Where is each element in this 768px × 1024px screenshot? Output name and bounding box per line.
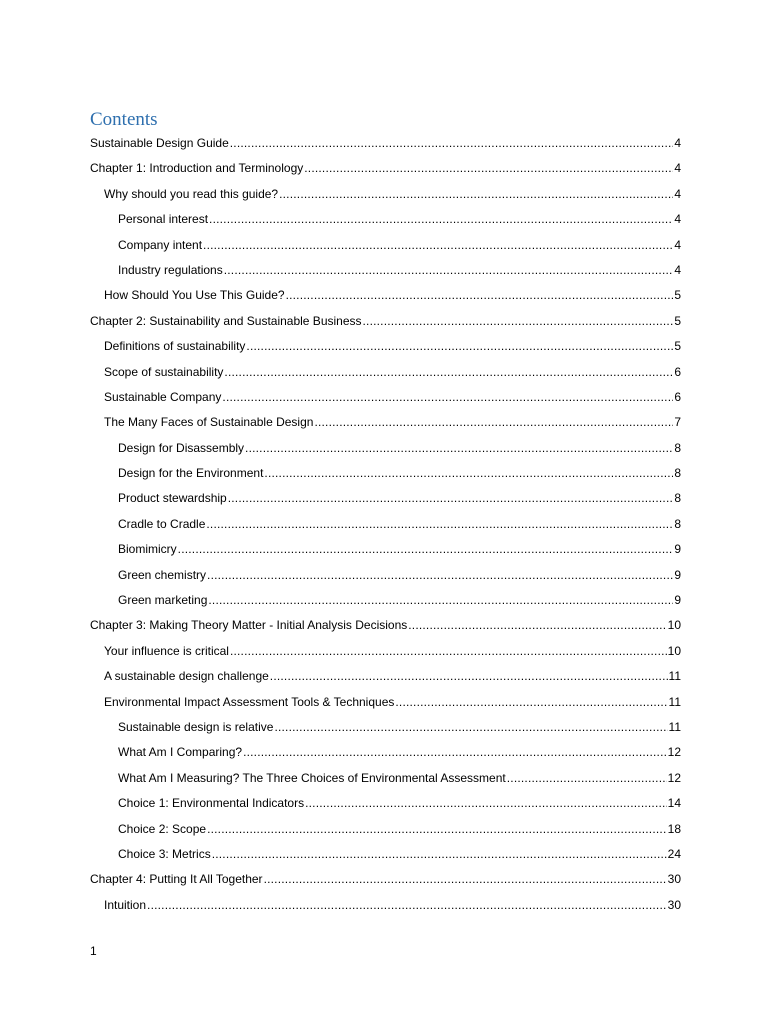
toc-entry-page-number: 5: [674, 339, 681, 354]
toc-dot-leader: [230, 133, 674, 153]
toc-entry-page-number: 12: [667, 745, 681, 760]
toc-dot-leader: [363, 311, 674, 331]
toc-entry-page-number: 9: [674, 542, 681, 557]
toc-entry[interactable]: [118, 717, 681, 742]
toc-dot-leader: [224, 362, 673, 382]
toc-entry-title: Cradle to Cradle: [118, 516, 206, 531]
toc-entry-title: Chapter 3: Making Theory Matter - Initial Analysis Decisions: [90, 618, 408, 633]
toc-dot-leader: [207, 565, 673, 585]
toc-entry[interactable]: [118, 742, 681, 767]
toc-entry-page-number: 4: [674, 212, 681, 227]
toc-entry-page-number: 11: [668, 669, 681, 684]
toc-entry-page-number: 5: [674, 288, 681, 303]
toc-entry[interactable]: [118, 819, 681, 844]
toc-entry-title: Personal interest: [118, 212, 209, 227]
toc-entry-page-number: 4: [674, 262, 681, 277]
toc-dot-leader: [279, 184, 673, 204]
toc-entry-title: Intuition: [104, 897, 147, 912]
toc-dot-leader: [206, 514, 673, 534]
toc-entry-page-number: 8: [674, 491, 681, 506]
toc-entry-title: Chapter 1: Introduction and Terminology: [90, 161, 304, 176]
toc-entry-title: Chapter 2: Sustainability and Sustainable Business: [90, 313, 362, 328]
toc-entry-title: Industry regulations: [118, 262, 223, 277]
page-number: 1: [90, 944, 97, 958]
toc-entry-title: Green marketing: [118, 593, 208, 608]
toc-entry-page-number: 9: [674, 567, 681, 582]
toc-entry[interactable]: [118, 590, 681, 615]
toc-entry-title: Biomimicry: [118, 542, 177, 557]
toc-entry-page-number: 6: [674, 364, 681, 379]
toc-entry-page-number: 18: [667, 821, 681, 836]
toc-entry-title: Why should you read this guide?: [104, 186, 279, 201]
toc-entry-title: What Am I Comparing?: [118, 745, 243, 760]
toc-entry-title: A sustainable design challenge: [104, 669, 269, 684]
toc-entry[interactable]: [104, 666, 681, 691]
toc-dot-leader: [286, 285, 674, 305]
toc-entry[interactable]: [118, 209, 681, 234]
toc-entry-title: Choice 1: Environmental Indicators: [118, 796, 305, 811]
toc-entry-page-number: 30: [667, 897, 681, 912]
toc-entry-page-number: 8: [674, 440, 681, 455]
toc-entry-page-number: 11: [668, 719, 681, 734]
toc-entry-page-number: 4: [674, 136, 681, 150]
toc-dot-leader: [230, 641, 667, 661]
toc-entry[interactable]: [104, 387, 681, 412]
toc-entry[interactable]: [90, 869, 681, 894]
toc-entry-title: Choice 2: Scope: [118, 821, 207, 836]
toc-entry[interactable]: [118, 565, 681, 590]
toc-entry-page-number: 5: [674, 313, 681, 328]
toc-dot-leader: [246, 336, 673, 356]
toc-dot-leader: [147, 895, 667, 915]
toc-entry-title: What Am I Measuring? The Three Choices of Environmental Assessment: [118, 770, 506, 785]
toc-dot-leader: [274, 717, 667, 737]
toc-entry-page-number: 9: [674, 593, 681, 608]
toc-entry-page-number: 4: [674, 186, 681, 201]
toc-entry-title: The Many Faces of Sustainable Design: [104, 415, 314, 430]
toc-list: [0, 133, 768, 920]
toc-dot-leader: [270, 666, 668, 686]
toc-entry[interactable]: [118, 539, 681, 564]
toc-entry-page-number: 8: [674, 466, 681, 481]
toc-entry[interactable]: [118, 438, 681, 463]
toc-entry[interactable]: [104, 285, 681, 310]
toc-entry-title: Product stewardship: [118, 491, 227, 506]
toc-entry-page-number: 4: [674, 237, 681, 252]
toc-entry-title: Environmental Impact Assessment Tools & Techniques: [104, 694, 395, 709]
toc-entry-page-number: 14: [667, 796, 681, 811]
toc-dot-leader: [212, 844, 667, 864]
toc-dot-leader: [245, 438, 673, 458]
toc-dot-leader: [224, 260, 674, 280]
toc-dot-leader: [207, 819, 667, 839]
toc-entry-page-number: 11: [668, 694, 681, 709]
toc-entry-title: Definitions of sustainability: [104, 339, 246, 354]
toc-heading: Contents: [90, 109, 158, 130]
toc-entry-page-number: 7: [674, 415, 681, 430]
toc-entry-title: Sustainable Design Guide: [90, 136, 229, 150]
toc-dot-leader: [228, 488, 674, 508]
toc-entry[interactable]: [104, 692, 681, 717]
toc-entry-page-number: 30: [667, 872, 681, 887]
toc-entry-title: Chapter 4: Putting It All Together: [90, 872, 263, 887]
toc-entry-title: Choice 3: Metrics: [118, 846, 211, 861]
toc-entry[interactable]: [104, 362, 681, 387]
toc-entry[interactable]: [104, 895, 681, 920]
toc-entry-title: Sustainable Company: [104, 389, 222, 404]
toc-dot-leader: [314, 412, 673, 432]
toc-entry[interactable]: [90, 615, 681, 640]
toc-entry[interactable]: [118, 488, 681, 513]
toc-entry[interactable]: [104, 336, 681, 361]
toc-dot-leader: [395, 692, 667, 712]
toc-entry[interactable]: [118, 235, 681, 260]
toc-entry[interactable]: [104, 184, 681, 209]
toc-entry[interactable]: [118, 260, 681, 285]
toc-dot-leader: [222, 387, 673, 407]
toc-entry[interactable]: [90, 158, 681, 183]
toc-dot-leader: [208, 590, 673, 610]
toc-dot-leader: [408, 615, 666, 635]
toc-entry-title: Design for the Environment: [118, 466, 264, 481]
toc-entry[interactable]: [104, 412, 681, 437]
toc-entry-page-number: 24: [667, 846, 681, 861]
toc-entry-page-number: 4: [674, 161, 681, 176]
toc-entry[interactable]: [104, 641, 681, 666]
toc-entry-title: Company intent: [118, 237, 203, 252]
toc-entry[interactable]: [118, 514, 681, 539]
toc-entry-title: Design for Disassembly: [118, 440, 245, 455]
toc-dot-leader: [304, 158, 673, 178]
toc-entry[interactable]: [118, 463, 681, 488]
toc-entry-page-number: 8: [674, 516, 681, 531]
toc-entry-title: How Should You Use This Guide?: [104, 288, 285, 303]
toc-dot-leader: [203, 235, 673, 255]
toc-dot-leader: [243, 742, 667, 762]
toc-dot-leader: [507, 768, 667, 788]
toc-entry-title: Sustainable design is relative: [118, 719, 274, 734]
toc-entry[interactable]: [118, 793, 681, 818]
toc-entry-title: Your influence is critical: [104, 643, 229, 658]
toc-entry-page-number: 12: [667, 770, 681, 785]
toc-entry[interactable]: [118, 768, 681, 793]
toc-dot-leader: [305, 793, 667, 813]
toc-entry[interactable]: [118, 844, 681, 869]
toc-entry-page-number: 6: [674, 389, 681, 404]
toc-entry[interactable]: [90, 311, 681, 336]
toc-dot-leader: [178, 539, 674, 559]
toc-entry[interactable]: [90, 133, 681, 158]
toc-dot-leader: [264, 463, 673, 483]
toc-entry-page-number: 10: [667, 618, 681, 633]
toc-entry-title: Scope of sustainability: [104, 364, 224, 379]
toc-entry-title: Green chemistry: [118, 567, 207, 582]
toc-dot-leader: [209, 209, 673, 229]
toc-dot-leader: [264, 869, 667, 889]
toc-entry-page-number: 10: [667, 643, 681, 658]
